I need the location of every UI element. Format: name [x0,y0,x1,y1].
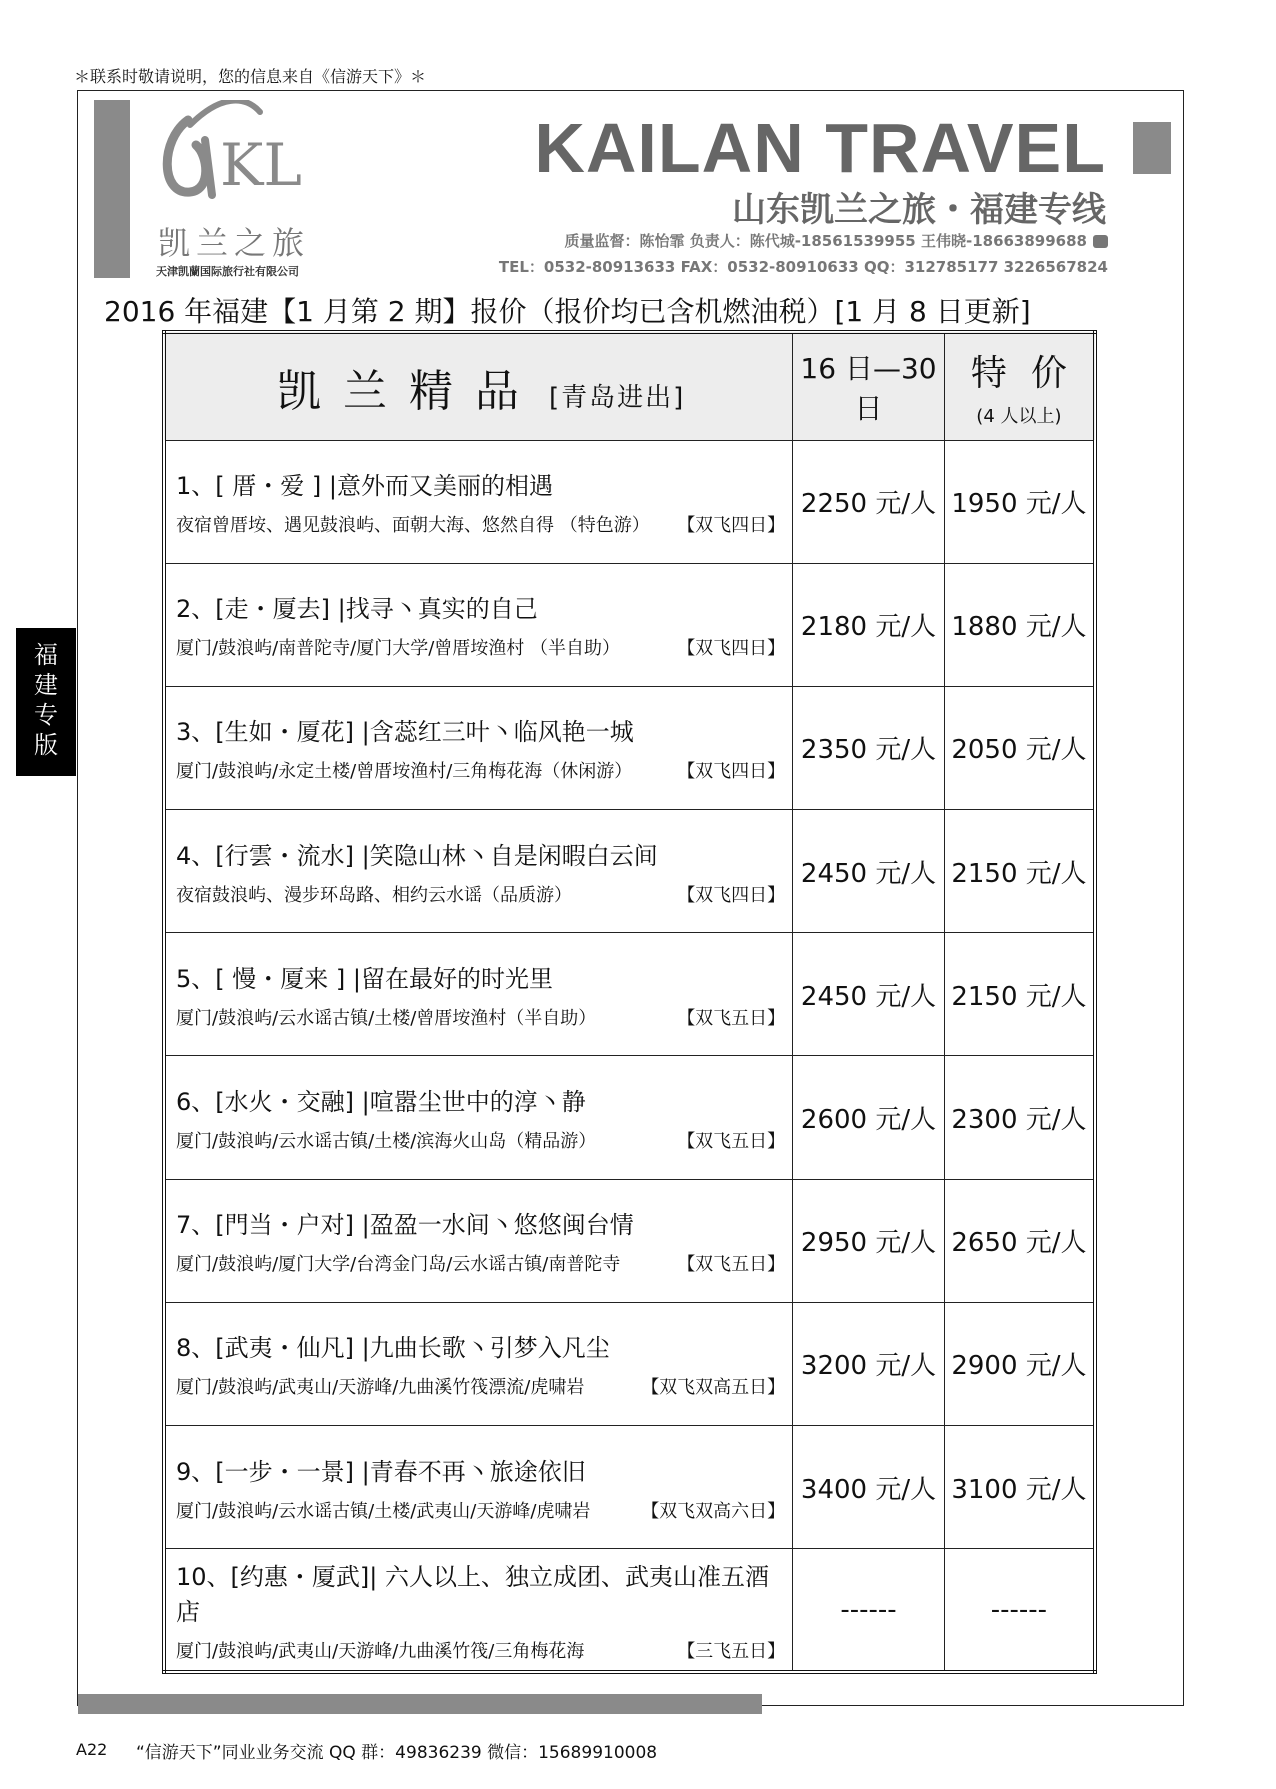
table-row [164,1302,1095,1425]
route-cell [164,933,793,1056]
table-row [164,563,1095,686]
route-cell [164,440,793,563]
contact-line-2: TEL：0532-80913633 FAX：0532-80910633 QQ：312785177 3226567824 [498,258,1108,276]
route-title: 1、[ 厝・爱 ] |意外而又美丽的相遇 [176,472,553,501]
route-days: 【双飞双高六日】 [641,1500,786,1522]
route-detail [176,1497,791,1523]
table-subtitle: [青岛进出] [549,382,686,413]
route-days: 【双飞四日】 [677,638,786,660]
regular-price: 2450 元/人 [793,810,945,933]
side-tab-char: 福 [34,641,58,669]
special-price: 2900 元/人 [944,1302,1095,1425]
route-detail [176,1250,791,1276]
route-title: 2、[走・厦去] |找寻丶真实的自己 [176,595,538,624]
route-title: 9、[一步・一景] |青春不再丶旅途依旧 [176,1457,586,1486]
regular-price: 2600 元/人 [793,1056,945,1179]
route-itinerary: 夜宿曾厝垵、遇见鼓浪屿、面朝大海、悠然自得 （特色游） [176,515,650,537]
side-tab [16,628,76,776]
special-price: 2300 元/人 [944,1056,1095,1179]
table-row [164,440,1095,563]
footer-text: “信游天下”同业业务交流 QQ 群：49836239 微信：15689910008 [136,1743,658,1763]
footer-page-number: A22 [76,1740,108,1759]
route-days: 【双飞五日】 [677,1007,786,1029]
header-left-bar [94,100,130,278]
route-itinerary: 夜宿鼓浪屿、漫步环岛路、相约云水谣（品质游） [176,884,572,906]
route-itinerary: 厦门/鼓浪屿/云水谣古镇/土楼/曾厝垵渔村（半自助） [176,1007,597,1029]
top-note: ＊联系时敬请说明，您的信息来自《信游天下》＊ [74,67,427,86]
regular-price: 2450 元/人 [793,933,945,1056]
route-cell [164,1179,793,1302]
table-row [164,810,1095,933]
special-price: 1950 元/人 [944,440,1095,563]
side-tab-char: 版 [34,731,58,759]
route-detail [176,1127,791,1153]
route-itinerary: 厦门/鼓浪屿/云水谣古镇/土楼/滨海火山岛（精品游） [176,1131,597,1153]
route-cell [164,1302,793,1425]
date-range-header: 16 日—30 日 [793,332,945,440]
side-tab-char: 专 [34,701,58,729]
route-cell [164,810,793,933]
route-days: 【双飞双高五日】 [641,1377,786,1399]
special-price: 3100 元/人 [944,1426,1095,1549]
logo-company: 天津凯蘭国际旅行社有限公司 [156,265,299,278]
route-title: 3、[生如・厦花] |含蕊红三叶丶临风艳一城 [176,718,634,747]
route-days: 【双飞四日】 [677,761,786,783]
route-title: 4、[行雲・流水] |笑隐山林丶自是闲暇白云间 [176,841,658,870]
table-row [164,1056,1095,1179]
regular-price: 2250 元/人 [793,440,945,563]
brand-english: KAILAN TRAVEL [534,109,1106,187]
brand-chinese: 山东凯兰之旅・福建专线 [732,190,1106,230]
table-row [164,1179,1095,1302]
side-tab-char: 建 [34,671,58,699]
special-price-note: (4 人以上) [976,406,1062,428]
regular-price: 3400 元/人 [793,1426,945,1549]
route-cell [164,1426,793,1549]
route-itinerary: 厦门/鼓浪屿/永定土楼/曾厝垵渔村/三角梅花海（休闲游） [176,761,633,783]
table-row [164,686,1095,809]
route-itinerary: 厦门/鼓浪屿/云水谣古镇/土楼/武夷山/天游峰/虎啸岩 [176,1500,591,1522]
route-itinerary: 厦门/鼓浪屿/武夷山/天游峰/九曲溪竹筏/三角梅花海 [176,1640,585,1662]
table-row [164,933,1095,1056]
special-price: 2150 元/人 [944,933,1095,1056]
special-price: 2150 元/人 [944,810,1095,933]
route-itinerary: 厦门/鼓浪屿/厦门大学/台湾金门岛/云水谣古镇/南普陀寺 [176,1254,621,1276]
route-days: 【双飞五日】 [677,1254,786,1276]
regular-price: 2180 元/人 [793,563,945,686]
route-days: 【双飞五日】 [677,1131,786,1153]
route-title: 7、[門当・户对] |盈盈一水间丶悠悠闽台情 [176,1211,634,1240]
route-days: 【双飞四日】 [677,515,786,537]
regular-price: 2350 元/人 [793,686,945,809]
special-price: 1880 元/人 [944,563,1095,686]
route-itinerary: 厦门/鼓浪屿/武夷山/天游峰/九曲溪竹筏漂流/虎啸岩 [176,1377,585,1399]
route-title: 8、[武夷・仙凡] |九曲长歌丶引梦入凡尘 [176,1334,610,1363]
regular-price: ------ [793,1549,945,1672]
route-detail [176,511,791,537]
regular-price: 3200 元/人 [793,1302,945,1425]
route-title: 6、[水火・交融] |喧嚣尘世中的淳丶静 [176,1088,586,1117]
special-price-label: 特价 [970,353,1091,395]
route-detail [176,757,791,783]
price-table [162,330,1097,1674]
svg-text:KL: KL [220,131,302,199]
route-days: 【三飞五日】 [677,1640,786,1662]
table-row [164,1426,1095,1549]
special-price-header [944,332,1095,440]
contact-line-1-text: 质量监督：陈怡霏 负责人：陈代城-18561539955 王伟晓-18663899688 [564,232,1087,250]
route-detail [176,1637,791,1663]
route-title: 10、[约惠・厦武]| 六人以上、独立成团、武夷山准五酒店 [176,1562,769,1626]
route-detail [176,634,791,660]
table-row [164,1549,1095,1672]
headline: 2016 年福建【1 月第 2 期】报价（报价均已含机燃油税）[1 月 8 日更新] [104,295,1031,328]
message-icon [1093,235,1108,248]
route-detail [176,881,791,907]
logo-name: 凯兰之旅 [158,224,311,262]
route-cell [164,686,793,809]
header-right-bar [1133,122,1171,174]
table-header-row [164,332,1095,440]
special-price: ------ [944,1549,1095,1672]
kailan-logo-icon [150,100,330,210]
route-cell [164,563,793,686]
regular-price: 2950 元/人 [793,1179,945,1302]
route-detail [176,1004,791,1030]
footer-bar [78,1694,762,1714]
route-title: 5、[ 慢・厦来 ] |留在最好的时光里 [176,964,553,993]
route-cell [164,1549,793,1672]
route-cell [164,1056,793,1179]
route-days: 【双飞四日】 [677,884,786,906]
route-itinerary: 厦门/鼓浪屿/南普陀寺/厦门大学/曾厝垵渔村 （半自助） [176,638,620,660]
special-price: 2650 元/人 [944,1179,1095,1302]
special-price: 2050 元/人 [944,686,1095,809]
route-detail [176,1373,791,1399]
contact-line-1 [564,230,1108,251]
table-title-cell [164,332,793,440]
table-title: 凯兰精品 [277,365,541,417]
